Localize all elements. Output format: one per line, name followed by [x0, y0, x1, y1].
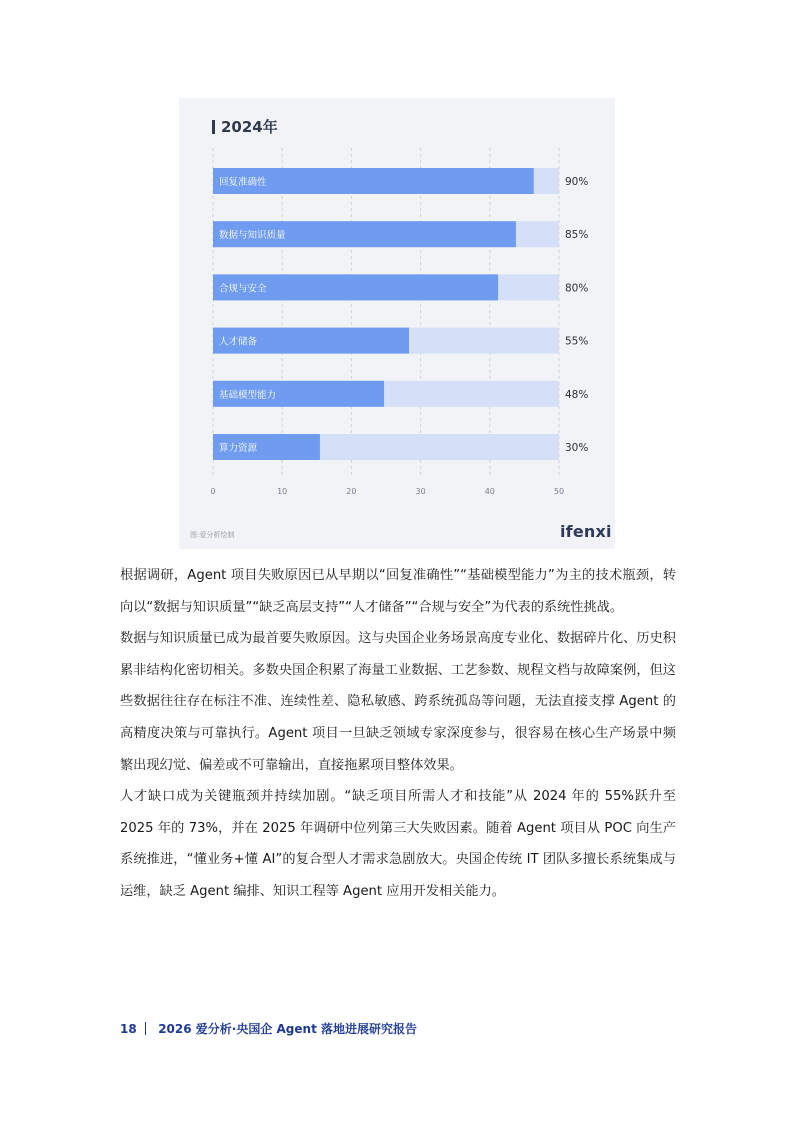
x-tick-label-50: 50: [553, 487, 565, 496]
footer-separator: [145, 1022, 147, 1035]
bar-label-4: 基础模型能力: [219, 389, 277, 401]
x-tick-label-0: 0: [210, 487, 216, 496]
value-label-0: 90%: [565, 176, 589, 188]
paragraph-3: 人才缺口成为关键瓶颈并持续加剧。“缺乏项目所需人才和技能”从 2024 年的 55%跃升至 2025 年的 73%，并在 2025 年调研中位列第三大失败因素。随着 Agent 项目从 POC 向生产系统推进，“懂业务+懂 AI”的复合型人才需求急剧放大。央国企传统 IT 团队多擅长系统集成与运维，缺乏 Agent 编排、知识工程等 Agent 应用开发相关能力。: [120, 789, 676, 899]
bar-label-3: 人才储备: [219, 336, 258, 348]
x-tick-label-20: 20: [346, 487, 357, 496]
paragraph-2: 数据与知识质量已成为最首要失败原因。这与央国企业务场景高度专业化、数据碎片化、历史积累非结构化密切相关。多数央国企积累了海量工业数据、工艺参数、规程文档与故障案例，但这些数据往往存在标注不准、连续性差、隐私敏感、跨系统孤岛等问题，无法直接支撑 Agent 的高精度决策与可靠执行。Agent 项目一旦缺乏领域专家深度参与，很容易在核心生产场景中频繁出现幻觉、偏差或不可靠输出，直接拖累项目整体效果。: [120, 631, 676, 773]
value-label-4: 48%: [565, 388, 589, 401]
value-label-5: 30%: [565, 442, 589, 454]
page-footer: [120, 1020, 417, 1037]
bar-label-1: 数据与知识质量: [219, 230, 286, 242]
paragraph-1: 根据调研，Agent 项目失败原因已从早期以“回复准确性”“基础模型能力”为主的技术瓶颈，转向以“数据与知识质量”“缺乏高层支持”“人才储备”“合规与安全”为代表的系统性挑战。: [120, 568, 676, 615]
x-tick-label-10: 10: [277, 487, 288, 496]
x-tick-label-40: 40: [484, 487, 495, 496]
bar-label-5: 算力资源: [219, 443, 258, 454]
x-tick-label-30: 30: [415, 487, 426, 496]
value-label-2: 80%: [565, 282, 589, 295]
page-number: 18: [120, 1021, 137, 1036]
report-title: 2026 爱分析·央国企 Agent 落地进展研究报告: [158, 1022, 417, 1036]
ifenxi-logo: ifenxi: [560, 522, 612, 541]
bar-label-0: 回复准确性: [219, 177, 267, 188]
bar-label-2: 合规与安全: [219, 283, 267, 295]
chart-title-text: 2024年: [221, 118, 278, 136]
figure-source: 图:爱分析绘制: [190, 531, 235, 539]
value-label-1: 85%: [565, 229, 589, 242]
body-text: [120, 560, 676, 908]
value-label-3: 55%: [565, 335, 589, 348]
